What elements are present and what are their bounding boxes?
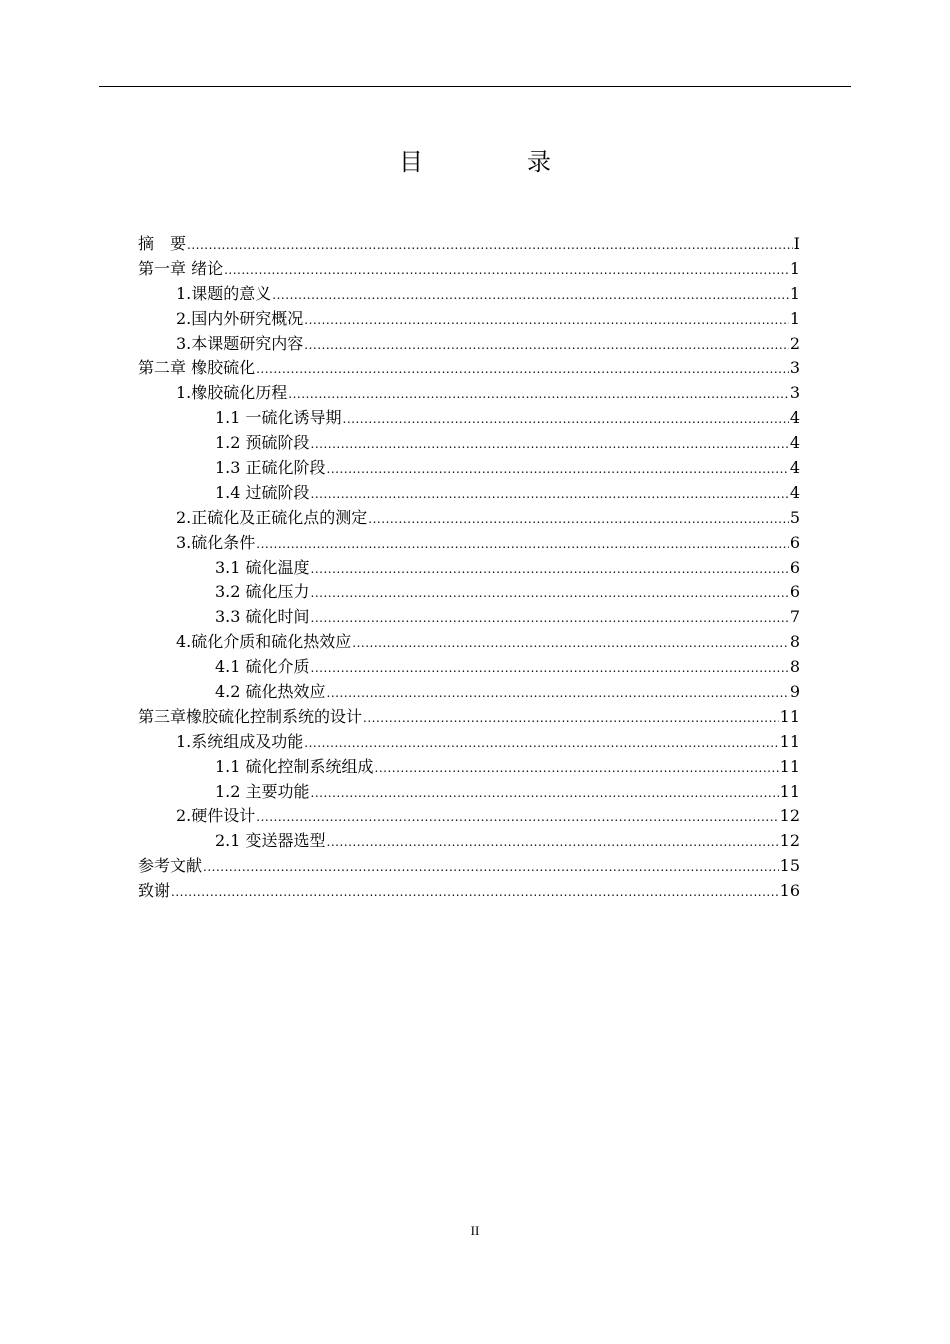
toc-entry-page: 6 [789,532,800,552]
toc-entry[interactable] [138,755,800,780]
toc-entry[interactable] [138,332,800,357]
toc-leader-dots [311,606,789,631]
toc-entry-label: 3.2 硫化压力 [215,582,310,602]
toc-entry[interactable] [138,257,800,282]
toc-entry[interactable] [138,780,800,805]
toc-entry-page: 4 [789,408,800,428]
toc-entry-label: 4.硫化介质和硫化热效应 [176,632,352,652]
toc-leader-dots [343,407,789,432]
toc-entry-label: 1.系统组成及功能 [176,731,304,751]
toc-entry[interactable] [138,804,800,829]
toc-leader-dots [256,805,778,830]
toc-leader-dots [304,308,789,333]
toc-entry-references[interactable] [138,854,800,879]
page-number: II [470,1223,480,1238]
toc-entry-acknowledgements[interactable] [138,879,800,904]
toc-leader-dots [272,283,789,308]
toc-entry[interactable] [138,556,800,581]
toc-leader-dots [352,631,789,656]
toc-entry[interactable] [138,580,800,605]
toc-entry[interactable] [138,456,800,481]
toc-entry-page: 9 [789,682,800,702]
toc-entry-page: 15 [779,856,800,876]
toc-entry-page: 8 [789,657,800,677]
toc-entry-label: 3.本课题研究内容 [176,333,304,353]
toc-entry-page: 7 [789,607,800,627]
toc-entry[interactable] [138,655,800,680]
toc-entry-label: 参考文献 [138,856,203,876]
toc-entry-page: 1 [789,308,800,328]
toc-entry-page: 11 [779,756,800,776]
toc-leader-dots [171,880,779,905]
toc-entry[interactable] [138,481,800,506]
toc-entry-page: 2 [789,333,800,353]
toc-entry-label: 3.硫化条件 [176,532,256,552]
toc-entry-label: 2.硬件设计 [176,806,256,826]
toc-leader-dots [224,258,789,283]
toc-leader-dots [311,781,779,806]
toc-entry-page: 16 [779,881,800,901]
toc-entry[interactable] [138,506,800,531]
toc-leader-dots [368,507,789,532]
toc-entry-page: 5 [789,507,800,527]
toc-leader-dots [187,233,793,258]
toc-leader-dots [311,557,789,582]
toc-leader-dots [363,706,779,731]
toc-entry[interactable] [138,307,800,332]
toc-entry-label: 1.课题的意义 [176,283,272,303]
toc-entry-label: 第二章 橡胶硫化 [138,358,256,378]
toc-entry-label: 2.国内外研究概况 [176,308,304,328]
toc-entry[interactable] [138,605,800,630]
toc-entry-page: 12 [779,831,800,851]
toc-entry-abstract[interactable] [138,232,800,257]
toc-leader-dots [304,731,778,756]
header-rule [99,86,851,87]
toc-leader-dots [256,532,789,557]
toc-leader-dots [327,457,789,482]
toc-entry-label: 4.1 硫化介质 [215,657,310,677]
toc-entry[interactable] [138,431,800,456]
toc-entry-label: 致谢 [138,881,171,901]
toc-entry-label: 1.1 一硫化诱导期 [215,408,342,428]
toc-entry-label: 1.2 主要功能 [215,781,310,801]
toc-entry-label: 1.3 正硫化阶段 [215,458,326,478]
table-of-contents [138,232,800,904]
toc-entry-page: 6 [789,557,800,577]
toc-entry-label: 3.3 硫化时间 [215,607,310,627]
toc-entry[interactable] [138,705,800,730]
toc-entry-page: 11 [779,731,800,751]
toc-entry[interactable] [138,680,800,705]
toc-entry-label: 1.2 预硫阶段 [215,433,310,453]
toc-leader-dots [311,482,789,507]
toc-entry-page: 4 [789,482,800,502]
toc-entry-page: 3 [789,358,800,378]
toc-leader-dots [311,581,789,606]
toc-entry-page: 3 [789,383,800,403]
toc-entry[interactable] [138,356,800,381]
toc-entry-page: 11 [779,781,800,801]
toc-leader-dots [327,681,789,706]
toc-entry-label: 第三章橡胶硫化控制系统的设计 [138,706,363,726]
toc-entry[interactable] [138,630,800,655]
toc-entry-label: 1.4 过硫阶段 [215,482,310,502]
toc-entry-label: 2.正硫化及正硫化点的测定 [176,507,368,527]
toc-entry-label: 摘 要 [138,234,187,253]
toc-entry[interactable] [138,406,800,431]
toc-entry[interactable] [138,531,800,556]
toc-entry[interactable] [138,730,800,755]
toc-entry-page: 6 [789,582,800,602]
toc-entry-page: 4 [789,458,800,478]
toc-leader-dots [256,357,789,382]
toc-leader-dots [375,756,779,781]
toc-leader-dots [203,855,779,880]
toc-entry-label: 4.2 硫化热效应 [215,682,326,702]
toc-entry-page: 8 [789,632,800,652]
toc-entry[interactable] [138,282,800,307]
toc-entry-page: 4 [789,433,800,453]
toc-entry-page: 11 [779,706,800,726]
toc-entry-page: 1 [789,258,800,278]
toc-entry-label: 1.1 硫化控制系统组成 [215,756,374,776]
toc-leader-dots [304,333,789,358]
toc-entry-label: 1.橡胶硫化历程 [176,383,288,403]
toc-entry-label: 2.1 变送器选型 [215,831,326,851]
toc-entry-label: 3.1 硫化温度 [215,557,310,577]
toc-entry-page: 12 [779,806,800,826]
toc-leader-dots [288,382,789,407]
toc-leader-dots [311,432,789,457]
toc-entry[interactable] [138,381,800,406]
toc-entry-label: 第一章 绪论 [138,258,224,278]
toc-entry-page: 1 [789,283,800,303]
page-title: 目 录 [399,148,591,176]
toc-leader-dots [327,830,779,855]
toc-entry[interactable] [138,829,800,854]
toc-leader-dots [311,656,789,681]
toc-entry-page: I [793,234,800,253]
